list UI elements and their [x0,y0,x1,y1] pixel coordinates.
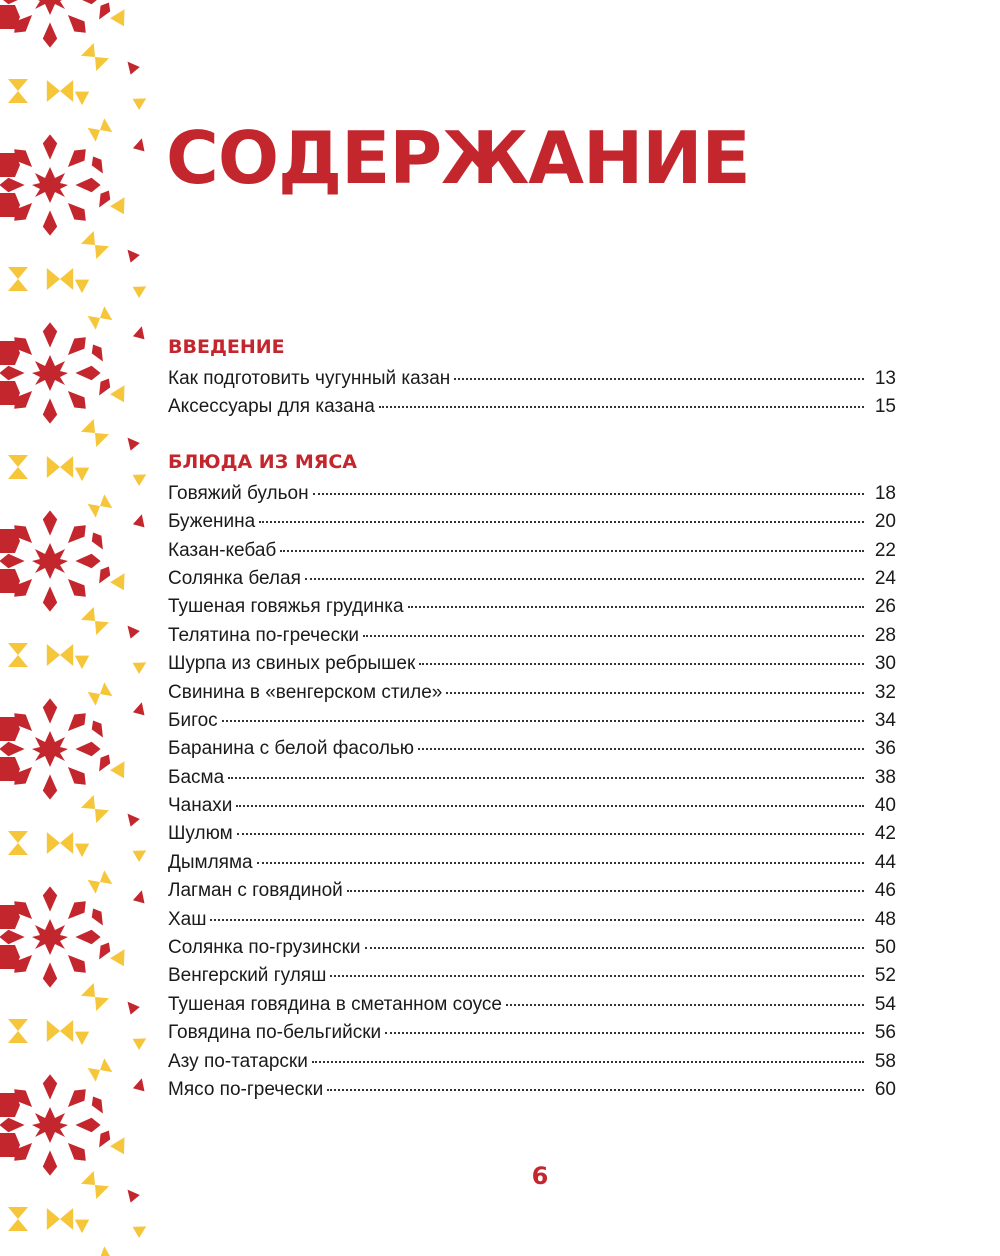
entry-title: Азу по-татарски [168,1050,308,1072]
toc-entry-list [168,480,896,1105]
toc-entry[interactable] [168,792,896,820]
toc-entry[interactable] [168,593,896,621]
entry-page-number: 36 [874,738,896,760]
entry-page-number: 20 [874,511,896,533]
entry-title: Аксессуары для казана [168,396,375,418]
toc-entry[interactable] [168,1019,896,1047]
entry-title: Как подготовить чугунный казан [168,368,451,389]
dot-leader [237,833,864,835]
entry-page-number: 15 [874,396,896,418]
toc-entry[interactable] [168,393,896,421]
toc-entry[interactable] [168,480,896,508]
dot-leader [506,1004,864,1006]
toc-entry[interactable] [168,820,896,848]
toc-entry[interactable] [168,849,896,877]
entry-page-number: 58 [874,1050,896,1072]
dot-leader [408,606,864,608]
table-of-contents [168,333,896,1104]
toc-entry[interactable] [168,1048,896,1076]
geometric-star-ornament-icon [0,0,160,1256]
entry-title: Тушеная говяжья грудинка [168,596,404,618]
toc-entry[interactable] [168,650,896,678]
toc-section-introduction [168,333,896,422]
entry-page-number: 22 [874,539,896,561]
entry-page-number: 46 [874,880,896,902]
entry-title: Солянка белая [168,567,301,589]
dot-leader [327,1089,864,1091]
toc-entry[interactable] [168,934,896,962]
toc-entry[interactable] [168,877,896,905]
dot-leader [365,947,864,949]
toc-entry[interactable] [168,508,896,536]
dot-leader [305,578,864,580]
dot-leader [385,1032,864,1034]
entry-title: Баранина с белой фасолью [168,738,415,760]
page-title: СОДЕРЖАНИЕ [166,116,750,200]
dot-leader [236,805,864,807]
dot-leader [222,720,864,722]
entry-title: Солянка по-грузински [168,937,361,959]
entry-page-number: 28 [874,624,896,646]
toc-entry[interactable] [168,906,896,934]
dot-leader [257,862,864,864]
dot-leader [330,975,864,977]
entry-title: Буженина [168,511,256,533]
entry-title: Лагман с говядиной [168,880,343,902]
toc-entry-list [168,365,896,422]
toc-entry[interactable] [168,622,896,650]
entry-title: Говядина по-бельгийски [168,1022,382,1044]
toc-entry[interactable] [168,735,896,763]
toc-section-meat-dishes [168,448,896,1105]
entry-title: Чанахи [168,795,233,817]
toc-entry[interactable] [168,1076,896,1104]
dot-leader [363,635,864,637]
toc-entry[interactable] [168,565,896,593]
dot-leader [418,748,864,750]
toc-entry[interactable] [168,962,896,990]
entry-page-number: 32 [874,681,896,703]
entry-title: Шурпа из свиных ребрышек [168,653,416,675]
toc-entry[interactable] [168,707,896,735]
dot-leader [259,521,864,523]
entry-page-number: 48 [874,908,896,930]
entry-title: Казан-кебаб [168,539,277,561]
entry-page-number: 44 [874,851,896,873]
entry-page-number: 52 [874,965,896,987]
entry-title: Свинина в «венгерском стиле» [168,681,443,703]
dot-leader [454,378,864,380]
entry-page-number: 54 [874,993,896,1015]
entry-title: Бигос [168,709,218,731]
entry-page-number: 34 [874,709,896,731]
dot-leader [419,663,864,665]
entry-title: Мясо по-гречески [168,1078,324,1100]
dot-leader [280,550,864,552]
entry-page-number: 50 [874,937,896,959]
toc-entry[interactable] [168,991,896,1019]
entry-title: Басма [168,766,225,788]
toc-entry[interactable] [168,365,896,393]
dot-leader [210,919,864,921]
entry-page-number: 26 [874,596,896,618]
entry-title: Тушеная говядина в сметанном соусе [168,993,503,1015]
entry-page-number: 13 [874,368,896,389]
toc-entry[interactable] [168,537,896,565]
entry-page-number: 42 [874,823,896,845]
entry-title: Шулюм [168,823,233,845]
section-heading: БЛЮДА ИЗ МЯСА [168,450,358,473]
entry-page-number: 56 [874,1022,896,1044]
dot-leader [313,493,864,495]
entry-title: Говяжий бульон [168,482,309,504]
entry-page-number: 24 [874,567,896,589]
dot-leader [228,777,864,779]
entry-page-number: 40 [874,795,896,817]
entry-title: Телятина по-гречески [168,624,360,646]
entry-title: Венгерский гуляш [168,965,327,987]
page-number: 6 [531,1162,549,1190]
dot-leader [446,692,864,694]
entry-page-number: 30 [874,653,896,675]
entry-page-number: 38 [874,766,896,788]
dot-leader [312,1061,864,1063]
toc-entry[interactable] [168,679,896,707]
dot-leader [347,890,864,892]
section-heading: ВВЕДЕНИЕ [168,336,285,358]
entry-page-number: 60 [874,1078,896,1100]
dot-leader [379,406,864,408]
entry-title: Дымляма [168,851,253,873]
entry-page-number: 18 [874,482,896,504]
entry-title: Хаш [168,908,207,930]
toc-entry[interactable] [168,764,896,792]
